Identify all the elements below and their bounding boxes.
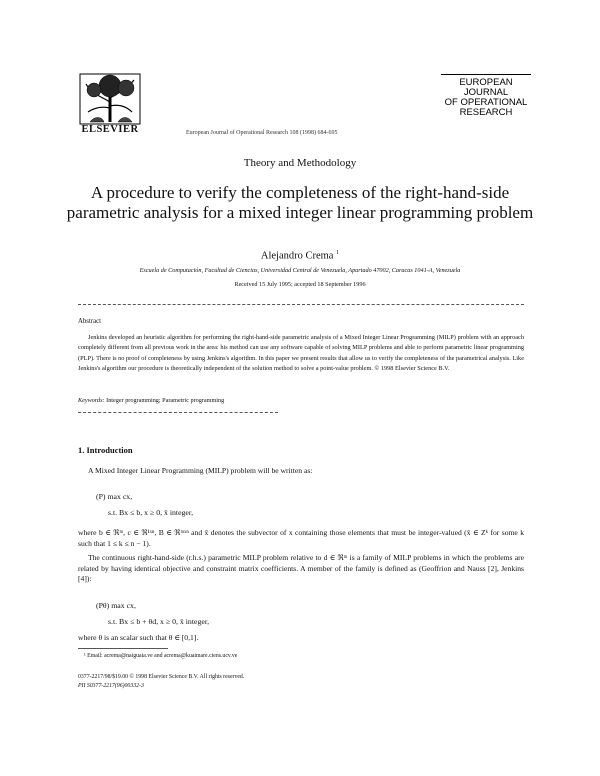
intro-paragraph: where θ is an scalar such that θ ∈ [0,1]. <box>78 633 199 642</box>
journal-logo <box>441 78 531 118</box>
abstract-heading: Abstract <box>78 318 102 325</box>
paper-title: A procedure to verify the completeness of the right-hand-side parametric analysis for a mixed integer linear programming problem <box>66 183 534 222</box>
divider <box>78 304 524 306</box>
received-dates: Received 15 July 1995; accepted 18 September 1996 <box>234 281 366 288</box>
affiliation: Escuela de Computación, Facultad de Ciencias, Universidad Central de Venezuela, Apartado 47002, Caracas 1041-A, Venezuela <box>139 267 461 274</box>
author <box>0 250 600 262</box>
author-name: Alejandro Crema <box>260 250 334 262</box>
divider <box>78 412 278 414</box>
footnote: ¹ Email: acrema@naiguata.ve and acrema@kuaimare.ciens.ucv.ve <box>84 653 238 659</box>
section-label: Theory and Methodology <box>243 157 357 169</box>
journal-logo-line: OF OPERATIONAL <box>444 97 528 108</box>
keywords <box>78 397 224 404</box>
copyright-line: 0377-2217/98/$19.00 © 1998 Elsevier Science B.V. All rights reserved. <box>78 674 245 680</box>
elsevier-tree-icon <box>78 72 142 126</box>
equation: (Pθ) max cx, <box>96 601 136 610</box>
journal-logo-line: EUROPEAN <box>459 77 513 88</box>
equation: s.t. Bx ≤ b, x ≥ 0, x̄ integer, <box>108 508 194 517</box>
section-heading-introduction: 1. Introduction <box>78 445 133 455</box>
intro-paragraph: The continuous right-hand-side (r.h.s.) parametric MILP problem relative to d ∈ ℜᵐ is a family of MILP problems in which the problems are related by having identical objective and constraint matrix coefficients. A member of the family is defined as (Geoffrion and Nauss [2], Jenkins [4]): <box>78 553 524 584</box>
keywords-text: Integer programming; Parametric programming <box>106 397 225 404</box>
equation: s.t. Bx ≤ b + θd, x ≥ 0, x̄ integer, <box>108 617 210 626</box>
elsevier-logo <box>78 72 142 126</box>
journal-logo-line: JOURNAL <box>463 87 509 98</box>
pii-line: PII S0377-2217(96)00332-3 <box>78 683 144 689</box>
intro-paragraph: A Mixed Integer Linear Programming (MILP) problem will be written as: <box>88 466 313 475</box>
intro-paragraph: where b ∈ ℜᵐ, c ∈ ℜ¹ˣⁿ, B ∈ ℜᵐˣⁿ and x̄ denotes the subvector of x containing those elements that must be integer-valued (x̄ ∈ Zᵏ for some k such that 1 ≤ k ≤ n − 1). <box>78 528 524 548</box>
journal-logo-line: RESEARCH <box>459 107 513 118</box>
journal-citation: European Journal of Operational Research 108 (1998) 684-695 <box>186 130 338 136</box>
abstract-text: Jenkins developed an heuristic algorithm for performing the right-hand-side parametric analysis of a Mixed Integer Linear Programming (MILP) problem with an approach completely different from all previous work in the area: his method can use any software capable of solving MILP problems and able to perform parametric linear programming (PLP). There is no proof of completeness by using Jenkins's algorithm. In this paper we present results that allow us to verify the completeness of the parametrical analysis. Like Jenkins's algorithm our procedure is theoretically independent of the solution method to solve a point-value problem. © 1998 Elsevier Science B.V. <box>78 334 524 373</box>
publisher-name: ELSEVIER <box>81 124 139 135</box>
author-footnote-mark: 1 <box>336 250 340 256</box>
copyright-block <box>78 673 244 691</box>
footnote-divider <box>78 648 168 649</box>
keywords-label: Keywords: <box>78 397 105 404</box>
equation: (P) max cx, <box>96 492 133 501</box>
